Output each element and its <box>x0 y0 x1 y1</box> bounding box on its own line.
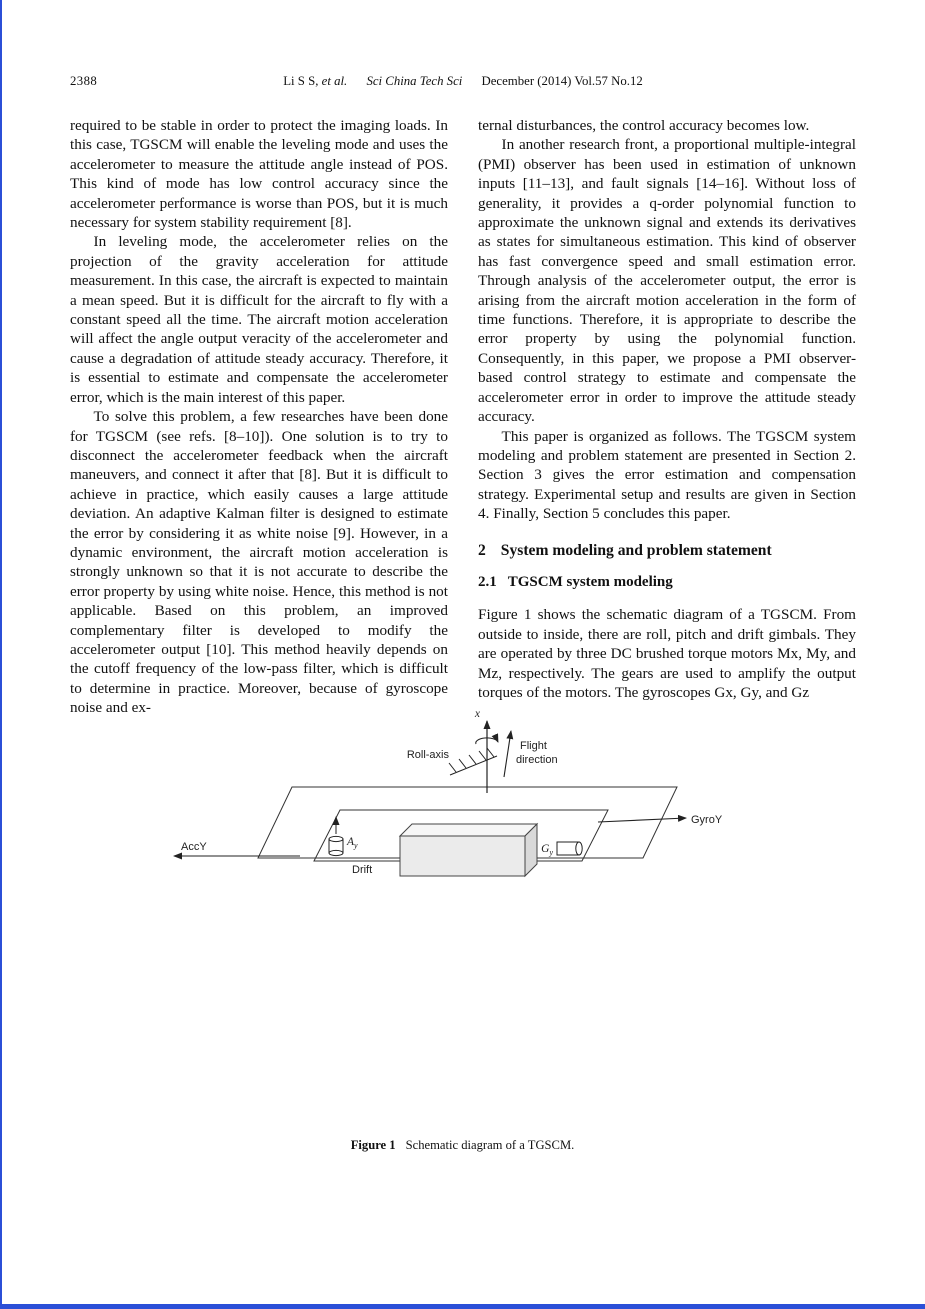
paragraph: To solve this problem, a few researches have been done for TGSCM (see refs. [8–10]). One solution is to try to disconnect the accelerometer feedback when the aircraft maneuvers, and connect it after that [8]. But it is difficult to achieve in practice, which easily causes a large attitude deviation. An adaptive Kalman filter is designed to estimate the error by considering it as white noise [9]. However, in a dynamic environment, the aircraft motion acceleration is strongly unknown so that it is not accurate to describe the error property by using white noise. Hence, this method is not applicable. Based on this problem, an improved complementary filter is developed to modify the accelerometer output [10]. This method heavily depends on the cutoff frequency of the low-pass filter, which is difficult to determine in practice. Moreover, because of gyroscope noise and ex- <box>70 408 448 717</box>
label-ay: $A_y$ <box>347 836 358 850</box>
accelerometer-ay <box>329 817 343 856</box>
label-gyroy: GyroY <box>691 814 723 826</box>
right-column <box>478 116 856 718</box>
label-x-axis: x <box>474 708 480 720</box>
page-border-bottom <box>0 1304 925 1309</box>
label-gy: $G_y$ <box>541 843 553 857</box>
section-title: System modeling and problem statement <box>500 541 772 559</box>
running-header <box>70 74 856 89</box>
paragraph: Figure 1 shows the schematic diagram of a TGSCM. From outside to inside, there are roll, pitch and drift gimbals. They are operated by three DC brushed torque motors Mx, My, and Mz, respectively. The gears are used to amplify the output torques of the motors. The gyroscopes Gx, Gy, and Gz <box>478 606 856 701</box>
platform-box <box>400 824 537 876</box>
roll-axis-hatch <box>449 748 497 775</box>
label-drift: Drift <box>352 864 373 876</box>
paragraph: In leveling mode, the accelerometer relies on the projection of the gravity acceleration for attitude measurement. In this case, the aircraft is expected to maintain a mean speed. But it is difficult for the aircraft to fly with a constant speed all the time. The aircraft motion acceleration will affect the angle output veracity of the accelerometer and cause a degradation of attitude steady accuracy. Therefore, it is essential to estimate and compensate the accelerometer error, which is the main interest of this paper. <box>70 233 448 406</box>
left-column <box>70 116 448 718</box>
body-columns <box>70 116 856 718</box>
figure-1-diagram <box>0 703 925 1103</box>
paragraph: ternal disturbances, the control accuracy becomes low. <box>478 117 810 134</box>
figure-caption-text: Schematic diagram of a TGSCM. <box>405 1138 575 1152</box>
header-authors: Li S S, <box>283 74 319 88</box>
page-number: 2388 <box>70 74 98 88</box>
gyroscope-gy <box>557 842 582 855</box>
paragraph: This paper is organized as follows. The TGSCM system modeling and problem statement are presented in Section 2. Section 3 gives the error estimation and compensation strategy. Experimental setup and results are given in Section 4. Finally, Section 5 concludes this paper. <box>478 427 856 523</box>
section-number: 2 <box>478 541 486 559</box>
label-flight: Flight <box>520 740 547 752</box>
figure-1 <box>0 703 925 1103</box>
subsection-heading <box>478 573 856 592</box>
header-etal: et al. <box>321 74 348 88</box>
header-center <box>70 74 856 89</box>
header-journal: Sci China Tech Sci <box>366 74 463 88</box>
gyroy-arrow <box>598 818 686 822</box>
subsection-number: 2.1 <box>478 573 497 590</box>
figure-caption <box>0 1138 925 1153</box>
figure-caption-label: Figure 1 <box>350 1138 396 1152</box>
label-flight-direction: direction <box>516 754 558 766</box>
paragraph: In another research front, a proportional multiple-integral (PMI) observer has been used in estimation of unknown inputs [11–13], and fault signals [14–16]. Without loss of generality, it provides a q-order polynomial function to approximate the unknown signal and extends its derivatives as states for simultaneous estimation. This kind of observer has fast convergence speed and small estimation error. Through analysis of the accelerometer output, the error is arising from the aircraft motion acceleration in the form of time functions. Therefore, it is appropriate to describe the error property by using the polynomial function. Consequently, in this paper, we propose a PMI observer-based control strategy to estimate and compensate the accelerometer error in order to improve the attitude steady accuracy. <box>478 136 856 426</box>
header-issue: December (2014) Vol.57 No.12 <box>481 74 643 88</box>
page-border-left <box>0 0 2 1309</box>
flight-direction-arrow <box>504 731 511 777</box>
label-accy: AccY <box>181 841 207 853</box>
subsection-title: TGSCM system modeling <box>507 573 673 590</box>
section-heading <box>478 541 856 560</box>
paragraph: required to be stable in order to protect the imaging loads. In this case, TGSCM will enable the leveling mode and uses the accelerometer to measure the attitude angle instead of POS. This kind of mode has low control accuracy since the accelerometer performance is worse than POS, but it is much necessary for system stability requirement [8]. <box>70 117 448 232</box>
label-roll-axis: Roll-axis <box>406 749 449 761</box>
